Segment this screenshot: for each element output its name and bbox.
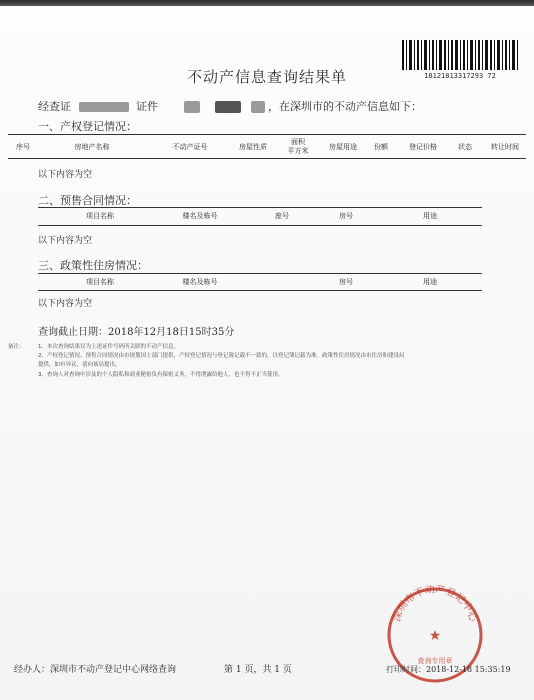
section2-empty: 以下内容为空 <box>38 236 93 246</box>
col-header: 项目名称 <box>86 212 114 220</box>
footer-page: 第 1 页，共 1 页 <box>224 665 292 675</box>
footer-operator: 经办人：深圳市不动产登记中心网络查询 <box>14 665 177 675</box>
col-header: 序号 <box>16 143 30 151</box>
section2-top-rule <box>38 207 482 208</box>
col-header: 转让时间 <box>491 143 519 151</box>
col-header: 房屋用途 <box>329 143 357 151</box>
section3-bottom-rule <box>38 290 482 291</box>
col-header: 用途 <box>423 212 437 220</box>
section2-bottom-rule <box>38 225 482 226</box>
intro-prefix: 经查证 <box>38 100 71 113</box>
col-header: 登记价格 <box>409 143 437 151</box>
col-header: 房号 <box>339 278 353 286</box>
col-header: 楼名及栋号 <box>182 278 218 286</box>
footer-print-time: 打印时间：2018-12-18 15:35:19 <box>386 665 511 674</box>
col-header: 份额 <box>374 143 388 151</box>
col-header: 不动产证号 <box>172 143 208 151</box>
svg-text:查询专用章: 查询专用章 <box>417 657 453 665</box>
svg-text:★: ★ <box>428 628 442 644</box>
redacted-id-3 <box>251 101 265 113</box>
redacted-name <box>79 102 129 112</box>
note-item: 2、产权登记情况、预售合同情况由市规划国土部门提供，产权登记情况与登记簿记载不一致的，以登记簿记载为准。政策性住房情况由市住房和建设局 <box>38 353 405 359</box>
section3-empty: 以下内容为空 <box>38 299 93 309</box>
section1-top-rule <box>8 134 526 135</box>
redacted-id-1 <box>184 101 200 113</box>
section3-top-rule <box>38 273 482 274</box>
col-header: 楼名及栋号 <box>182 212 218 220</box>
query-deadline: 查询截止日期：2018年12月18日15时35分 <box>38 327 235 338</box>
barcode-number: 18121813317293 72 <box>424 72 496 80</box>
intro-mid: 证件 <box>136 100 158 113</box>
section1-empty: 以下内容为空 <box>38 170 93 180</box>
scan-edge <box>0 0 534 6</box>
intro-line <box>38 98 422 114</box>
redacted-id-2 <box>215 101 241 113</box>
notes-label: 备注： <box>8 344 25 350</box>
col-header: 状态 <box>458 143 472 151</box>
col-header: 用途 <box>423 278 437 286</box>
section1-title: 一、产权登记情况： <box>38 120 137 133</box>
col-header: 房屋性质 <box>239 143 267 151</box>
note-item: 1、本次查询结果仅为上述证件号码所关联的不动产信息。 <box>38 344 180 350</box>
col-header: 项目名称 <box>86 278 114 286</box>
note-item: 提供，如有异议，请向该局提出。 <box>38 362 121 368</box>
page-title: 不动产信息查询结果单 <box>186 68 347 86</box>
col-header: 座号 <box>275 212 289 220</box>
section3-title: 三、政策性住房情况： <box>38 259 148 272</box>
col-header: 面积 平方米 <box>287 138 309 155</box>
section1-bottom-rule <box>8 158 526 159</box>
col-header: 房号 <box>339 212 353 220</box>
intro-suffix: ，在深圳市的不动产信息如下： <box>268 100 422 113</box>
col-header: 房地产名称 <box>74 143 110 151</box>
section2-title: 二、预售合同情况： <box>38 194 137 207</box>
note-item: 3、查询人对查询中涉及的个人隐私和商业秘密负有保密义务，不得泄露给他人，也不得不正当使用。 <box>38 372 284 378</box>
svg-text:深圳市不动产登记中心: 深圳市不动产登记中心 <box>391 585 479 623</box>
